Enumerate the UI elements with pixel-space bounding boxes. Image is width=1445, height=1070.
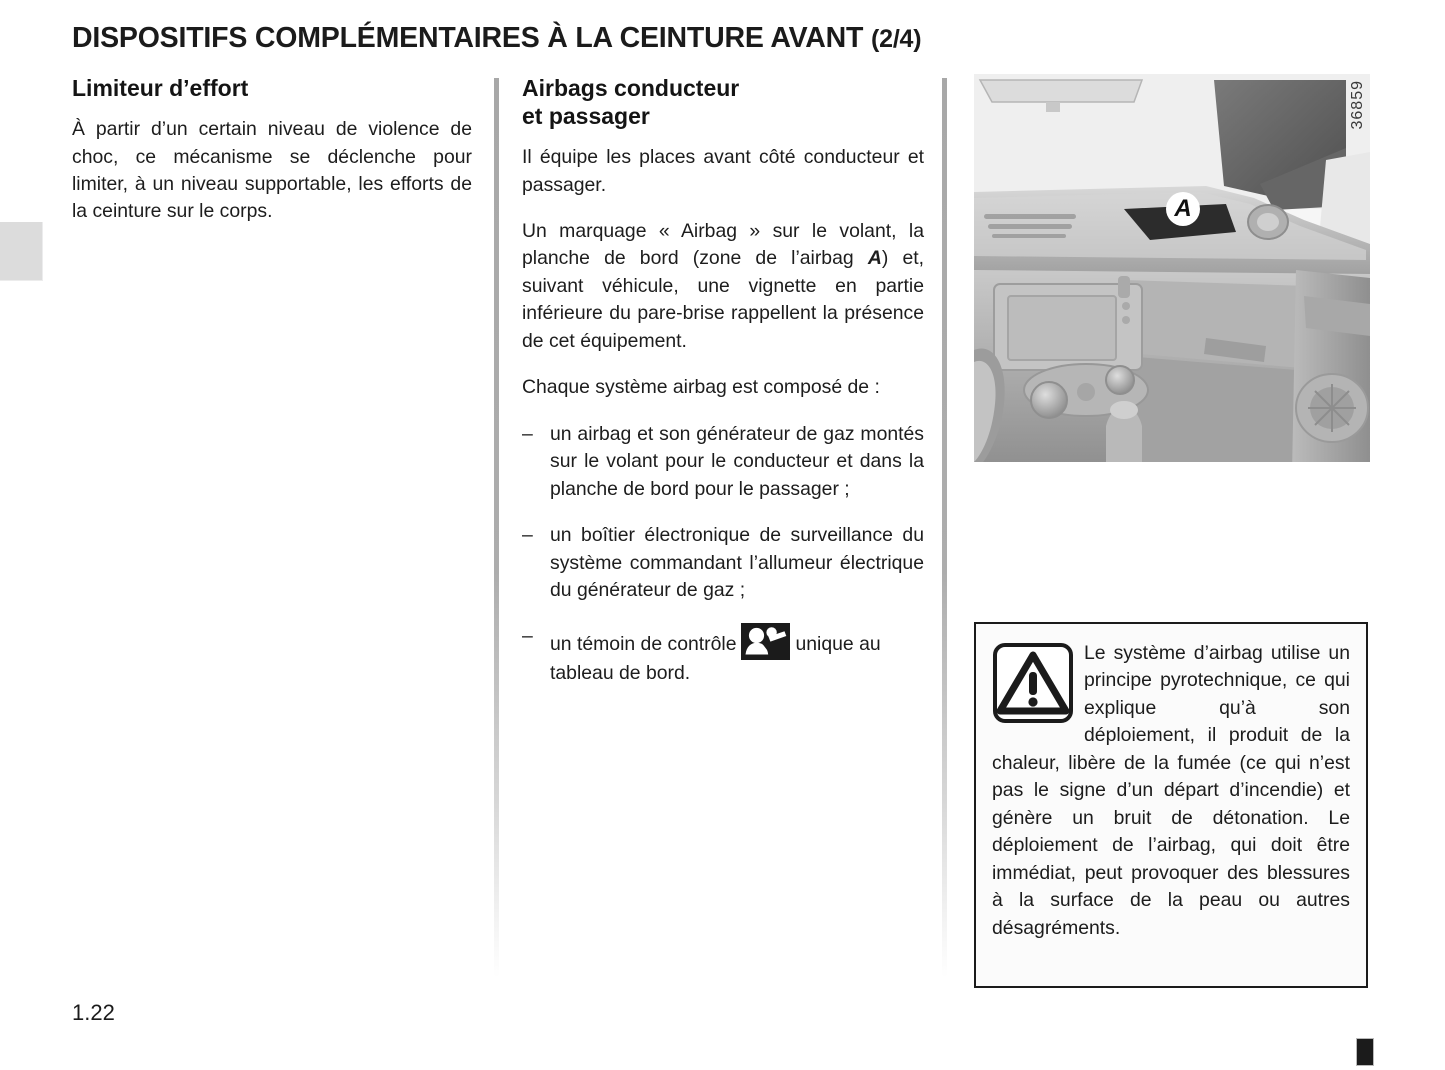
telltale-text-before: un témoin de contrôle	[550, 633, 737, 656]
list-item-text: un airbag et son générateur de gaz montés sur le volant pour le conducteur et dans la planche de bord pour le passager ;	[550, 422, 924, 500]
middle-paragraph-2	[522, 218, 924, 355]
right-column	[974, 74, 1370, 479]
list-dash: –	[522, 625, 533, 648]
column-divider-left	[494, 78, 499, 978]
page-title	[72, 22, 921, 55]
middle-heading-line-1: Airbags conducteur	[522, 75, 740, 101]
list-item	[522, 522, 924, 604]
warning-triangle-icon	[992, 642, 1074, 724]
telltale-text-after: unique au tableau de bord.	[550, 633, 881, 685]
middle-column	[522, 74, 924, 688]
airbag-components-list	[522, 421, 924, 688]
middle-section-heading	[522, 74, 924, 130]
page-number: 1.22	[72, 1000, 115, 1025]
list-dash: –	[522, 524, 533, 547]
list-item	[522, 421, 924, 503]
corner-section-marker	[1356, 1038, 1374, 1066]
chapter-edge-tab	[0, 222, 43, 281]
dashboard-illustration	[974, 74, 1370, 479]
list-item-text: un boîtier électronique de surveillance du système commandant l’allumeur électrique du générateur de gaz ;	[550, 524, 924, 601]
list-item-telltale	[522, 623, 924, 687]
middle-heading-line-2: et passager	[522, 103, 650, 130]
page-title-main: DISPOSITIFS COMPLÉMENTAIRES À LA CEINTURE AVANT	[72, 22, 871, 54]
middle-paragraph-1: Il équipe les places avant côté conducteur et passager.	[522, 146, 924, 196]
middle-paragraph-3: Chaque système airbag est composé de :	[522, 376, 880, 399]
middle-paragraph-2-part-1: Un marquage « Airbag » sur le volant, la planche de bord (zone de l’airbag	[522, 220, 924, 270]
left-section-paragraph: À partir d’un certain niveau de violence de choc, ce mécanisme se déclenche pour limiter, à un niveau supportable, les efforts de la ceinture sur le corps.	[72, 118, 472, 223]
page-title-fraction: (2/4)	[870, 25, 922, 53]
list-dash: –	[522, 422, 533, 445]
left-column	[72, 74, 472, 226]
left-section-heading: Limiteur d’effort	[72, 75, 249, 101]
middle-paragraph-2-part-2: ) et, suivant véhicule, une vignette en partie inférieure du pare-brise rappellent la présence de cet équipement.	[522, 247, 924, 352]
dashboard-illustration-svg	[974, 74, 1370, 479]
airbag-zone-letter: A	[867, 247, 882, 270]
column-divider-right	[942, 78, 947, 978]
warning-box	[974, 622, 1368, 988]
figure-zone-label-a: A	[1166, 192, 1200, 226]
airbag-telltale-icon	[741, 623, 790, 660]
warning-text: Le système d’airbag utilise un principe pyrotechnique, ce qui explique qu’à son déploiement, il produit de la chaleur, libère de la fumée (ce qui n’est pas le signe d’un départ d’incendie) et génère un bruit de détonation. Le déploiement de l’airbag, qui doit être immédiat, peut provoquer des blessures à la surface de la peau ou autres désagréments.	[992, 642, 1350, 939]
figure-reference-number: 36859	[1349, 80, 1366, 130]
